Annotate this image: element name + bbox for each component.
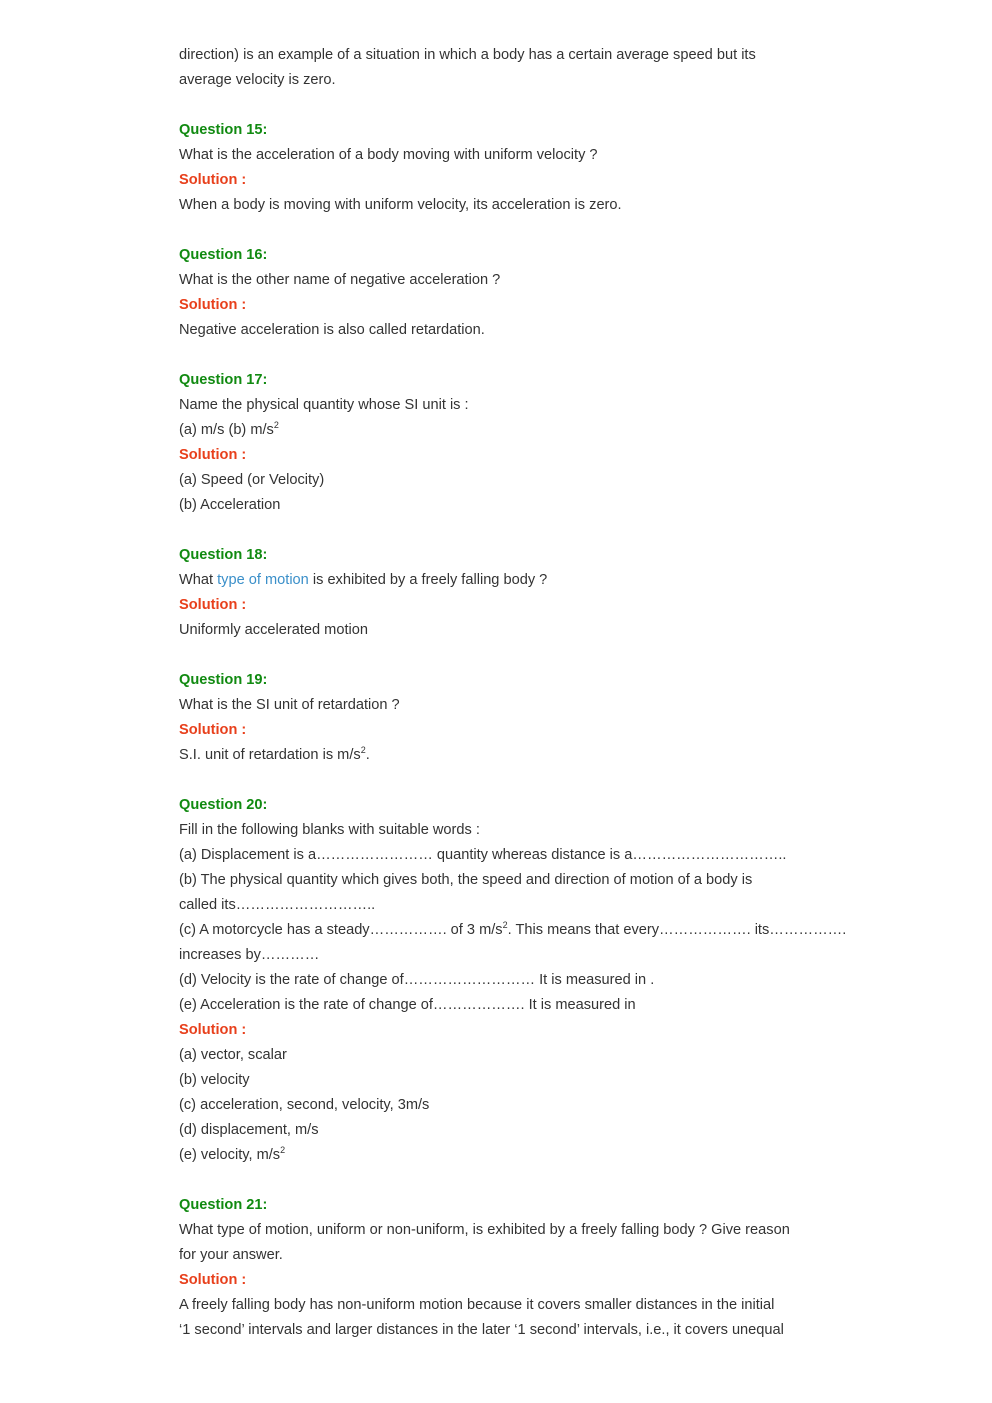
spacer bbox=[179, 768, 819, 793]
question-20-text: Fill in the following blanks with suitable words : bbox=[179, 822, 480, 838]
spacer bbox=[179, 218, 819, 243]
question-19-answer bbox=[179, 743, 819, 768]
question-20-part-b-line-2: called its……………………….. bbox=[179, 897, 376, 913]
question-20-answer-e bbox=[179, 1143, 819, 1168]
question-17-options bbox=[179, 418, 819, 443]
question-18-title: Question 18: bbox=[179, 547, 268, 563]
question-16-title: Question 16: bbox=[179, 247, 268, 263]
question-16-answer: Negative acceleration is also called retardation. bbox=[179, 322, 485, 338]
question-20-answer-c: (c) acceleration, second, velocity, 3m/s bbox=[179, 1097, 430, 1113]
question-20-part-c-superscript: 2 bbox=[502, 920, 508, 930]
question-20-part-c-before: (c) A motorcycle has a steady……………. of 3 m/s bbox=[179, 922, 503, 938]
question-20-part-c-line-1 bbox=[179, 918, 847, 943]
question-17-options-text: (a) m/s (b) m/s bbox=[179, 422, 274, 438]
question-18-text-after: is exhibited by a freely falling body ? bbox=[308, 572, 548, 588]
question-20-solution-label: Solution : bbox=[179, 1022, 247, 1038]
question-17-options-superscript: 2 bbox=[273, 420, 279, 430]
question-19-answer-end: . bbox=[365, 747, 370, 763]
question-20-part-d: (d) Velocity is the rate of change of……………………… It is measured in . bbox=[179, 972, 655, 988]
question-15-title: Question 15: bbox=[179, 122, 268, 138]
question-21-answer-line-2: ‘1 second’ intervals and larger distances in the later ‘1 second’ intervals, i.e., it covers unequal bbox=[179, 1322, 784, 1338]
question-17-answer-a: (a) Speed (or Velocity) bbox=[179, 472, 325, 488]
question-20-part-c-line-2: increases by………… bbox=[179, 947, 320, 963]
spacer bbox=[179, 1168, 819, 1193]
question-20-part-c-after: . This means that every………………. its……………. bbox=[507, 922, 847, 938]
question-18-text-before: What bbox=[179, 572, 218, 588]
type-of-motion-link[interactable]: type of motion bbox=[217, 572, 309, 588]
question-21-text-line-2: for your answer. bbox=[179, 1247, 283, 1263]
question-20-answer-a: (a) vector, scalar bbox=[179, 1047, 287, 1063]
question-19-text: What is the SI unit of retardation ? bbox=[179, 697, 400, 713]
question-20-part-e: (e) Acceleration is the rate of change of………………. It is measured in bbox=[179, 997, 636, 1013]
intro-text-line-2: average velocity is zero. bbox=[179, 72, 336, 88]
question-17-text: Name the physical quantity whose SI unit is : bbox=[179, 397, 469, 413]
spacer bbox=[179, 93, 819, 118]
question-19-title: Question 19: bbox=[179, 672, 268, 688]
question-20-answer-d: (d) displacement, m/s bbox=[179, 1122, 319, 1138]
question-15-answer: When a body is moving with uniform velocity, its acceleration is zero. bbox=[179, 197, 622, 213]
question-21-solution-label: Solution : bbox=[179, 1272, 247, 1288]
question-20-part-a: (a) Displacement is a…………………… quantity whereas distance is a………………………….. bbox=[179, 847, 787, 863]
question-20-part-b-line-1: (b) The physical quantity which gives both, the speed and direction of motion of a body is bbox=[179, 872, 753, 888]
question-20-answer-e-superscript: 2 bbox=[280, 1145, 286, 1155]
question-21-text-line-1: What type of motion, uniform or non-uniform, is exhibited by a freely falling body ? Give reason bbox=[179, 1222, 790, 1238]
question-20-answer-e-text: (e) velocity, m/s bbox=[179, 1147, 281, 1163]
question-17-solution-label: Solution : bbox=[179, 447, 247, 463]
question-15-text: What is the acceleration of a body moving with uniform velocity ? bbox=[179, 147, 598, 163]
question-18-answer: Uniformly accelerated motion bbox=[179, 622, 368, 638]
question-17-answer-b: (b) Acceleration bbox=[179, 497, 281, 513]
spacer bbox=[179, 518, 819, 543]
spacer bbox=[179, 643, 819, 668]
spacer bbox=[179, 343, 819, 368]
question-21-title: Question 21: bbox=[179, 1197, 268, 1213]
question-17-title: Question 17: bbox=[179, 372, 268, 388]
intro-text-line-1: direction) is an example of a situation in which a body has a certain average speed but its bbox=[179, 47, 756, 63]
question-19-answer-text: S.I. unit of retardation is m/s bbox=[179, 747, 361, 763]
question-20-title: Question 20: bbox=[179, 797, 268, 813]
question-21-answer-line-1: A freely falling body has non-uniform motion because it covers smaller distances in the initial bbox=[179, 1297, 775, 1313]
question-16-text: What is the other name of negative acceleration ? bbox=[179, 272, 501, 288]
document-page bbox=[179, 43, 847, 1343]
question-18-text bbox=[179, 568, 819, 593]
question-20-answer-b: (b) velocity bbox=[179, 1072, 250, 1088]
question-18-solution-label: Solution : bbox=[179, 597, 247, 613]
question-19-answer-superscript: 2 bbox=[360, 745, 366, 755]
question-16-solution-label: Solution : bbox=[179, 297, 247, 313]
question-19-solution-label: Solution : bbox=[179, 722, 247, 738]
question-15-solution-label: Solution : bbox=[179, 172, 247, 188]
